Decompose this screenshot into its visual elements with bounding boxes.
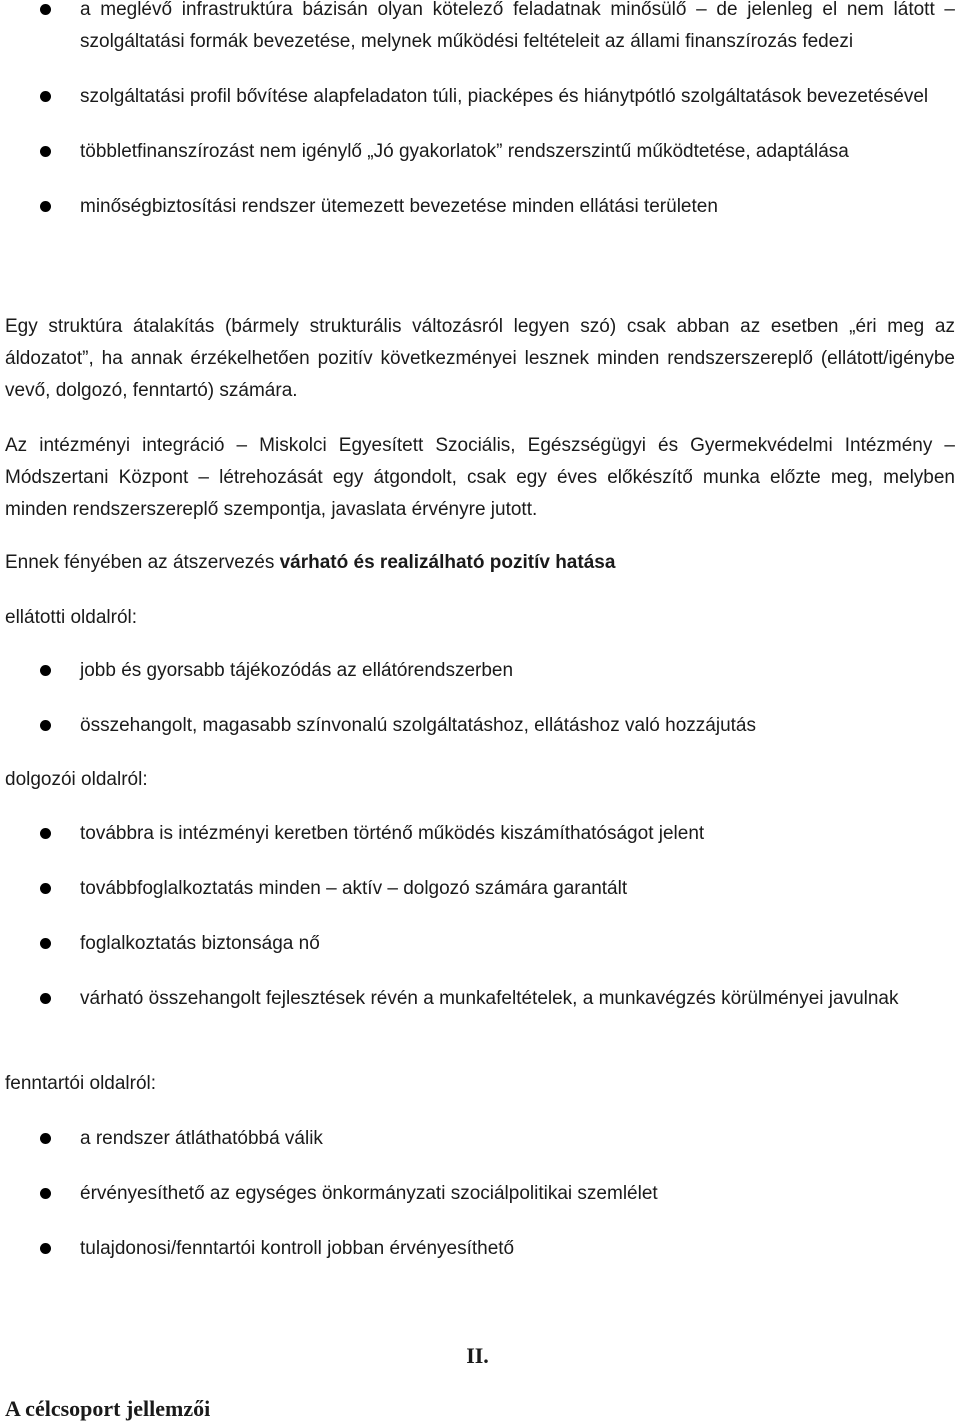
bullet-list-development [0, 0, 955, 223]
paragraph-integration: Az intézményi integráció – Miskolci Egyesített Szociális, Egészségügyi és Gyermekvédelmi Intézmény – Módszertani Központ – létrehozását egy átgondolt, csak egy éves előkészítő munka előzte meg, melyben minden rendszerszereplő szempontja, javaslata érvényre jutott. [5, 435, 955, 520]
list-item: többletfinanszírozást nem igénylő „Jó gyakorlatok” rendszerszintű működtetése, adaptálása [0, 136, 955, 168]
heading-ellatotti: ellátotti oldalról: [5, 607, 138, 628]
heading-dolgozoi: dolgozói oldalról: [5, 769, 148, 790]
list-item: a meglévő infrastruktúra bázisán olyan kötelező feladatnak minősülő – de jelenleg el nem látott – szolgáltatási formák bevezetése, melynek működési feltételeit az állami finanszírozás fedezi [0, 0, 955, 58]
section-title: A célcsoport jellemzői [5, 1396, 211, 1421]
list-item: jobb és gyorsabb tájékozódás az ellátórendszerben [0, 655, 955, 687]
bullet-list-dolgozoi [0, 818, 955, 1015]
list-item: összehangolt, magasabb színvonalú szolgáltatáshoz, ellátáshoz való hozzájutás [0, 710, 955, 742]
impact-prefix: Ennek fényében az átszervezés [5, 552, 280, 573]
paragraph-impact [5, 547, 955, 579]
list-item: tulajdonosi/fenntartói kontroll jobban érvényesíthető [0, 1233, 955, 1265]
list-item: érvényesíthető az egységes önkormányzati szociálpolitikai szemlélet [0, 1178, 955, 1210]
list-item: várható összehangolt fejlesztések révén a munkafeltételek, a munkavégzés körülményei javulnak [0, 983, 955, 1015]
chapter-numeral: II. [466, 1343, 489, 1368]
list-item: továbbfoglalkoztatás minden – aktív – dolgozó számára garantált [0, 873, 955, 905]
heading-fenntartoi: fenntartói oldalról: [5, 1073, 157, 1094]
list-item: szolgáltatási profil bővítése alapfeladaton túli, piacképes és hiánytpótló szolgáltatások bevezetésével [0, 81, 955, 113]
list-item: a rendszer átláthatóbbá válik [0, 1123, 955, 1155]
paragraph-restructuring: Egy struktúra átalakítás (bármely strukturális változásról legyen szó) csak abban az esetben „éri meg az áldozatot”, ha annak érzékelhetően pozitív következményei lesznek minden rendszerszereplő (ellátott/igénybe vevő, dolgozó, fenntartó) számára. [5, 316, 955, 401]
bullet-list-ellatotti [0, 655, 955, 742]
list-item: továbbra is intézményi keretben történő működés kiszámíthatóságot jelent [0, 818, 955, 850]
list-item: foglalkoztatás biztonsága nő [0, 928, 955, 960]
impact-bold: várható és realizálható pozitív hatása [279, 552, 616, 573]
bullet-list-fenntartoi [0, 1123, 955, 1265]
list-item: minőségbiztosítási rendszer ütemezett bevezetése minden ellátási területen [0, 191, 955, 223]
